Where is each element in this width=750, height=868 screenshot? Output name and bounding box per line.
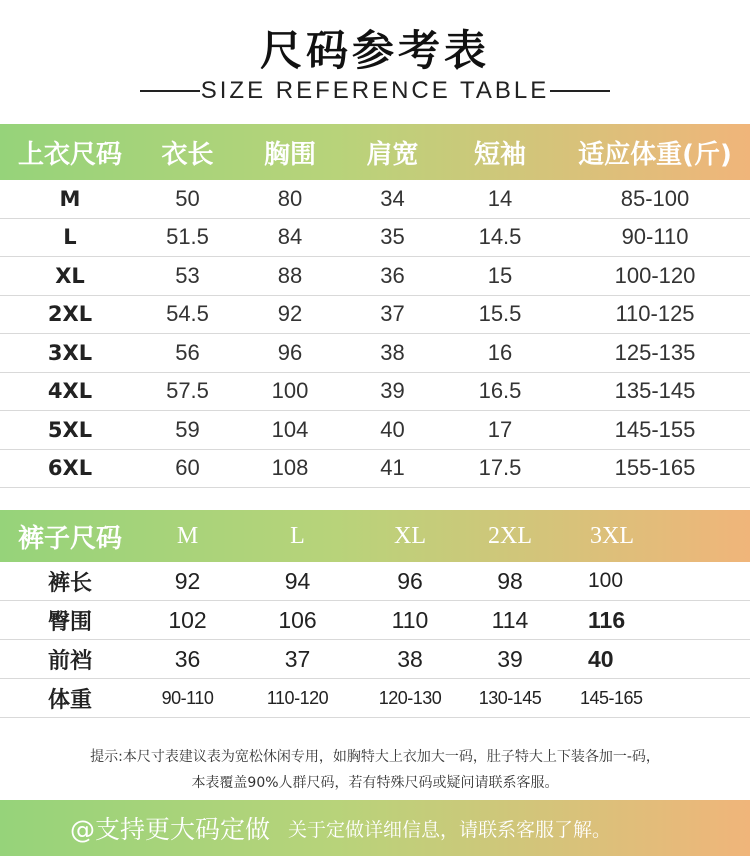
header-shoulder: 肩宽	[366, 139, 419, 170]
shoulder-cell: 38	[345, 334, 440, 373]
value-cell: 94	[235, 562, 360, 601]
chest-cell: 108	[235, 449, 345, 488]
row-label: 体重	[0, 679, 140, 718]
banner-sub-text: 关于定做详细信息，请联系客服了解。	[288, 818, 612, 841]
value-cell: 96	[360, 562, 460, 601]
value-cell: 39	[460, 640, 560, 679]
banner-main-text: @支持更大码定做	[70, 815, 271, 844]
sleeve-cell: 17.5	[440, 449, 560, 488]
size-cell: 2XL	[0, 295, 140, 334]
header-size-3xl: 3XL	[590, 522, 634, 549]
size-cell: M	[0, 180, 140, 218]
header-chest: 胸围	[263, 139, 316, 170]
custom-size-banner	[0, 800, 750, 856]
weight-cell: 100-120	[560, 257, 750, 296]
sleeve-cell: 17	[440, 411, 560, 450]
shoulder-cell: 37	[345, 295, 440, 334]
weight-cell: 145-155	[560, 411, 750, 450]
length-cell: 59	[140, 411, 235, 450]
shoulder-cell: 41	[345, 449, 440, 488]
row-label: 裤长	[0, 562, 140, 601]
header-pants-size: 裤子尺码	[17, 523, 122, 554]
value-cell: 102	[140, 601, 235, 640]
value-cell: 120-130	[360, 679, 460, 718]
length-cell: 60	[140, 449, 235, 488]
table-row	[0, 449, 750, 488]
table-row	[0, 372, 750, 411]
subtitle-rule-right	[550, 90, 610, 92]
value-cell: 38	[360, 640, 460, 679]
value-cell: 116	[560, 601, 750, 640]
weight-cell: 110-125	[560, 295, 750, 334]
value-cell: 98	[460, 562, 560, 601]
value-cell: 145-165	[560, 679, 750, 718]
weight-cell: 155-165	[560, 449, 750, 488]
value-cell: 100	[560, 562, 750, 601]
size-cell: 3XL	[0, 334, 140, 373]
header-size-m: M	[176, 522, 199, 549]
value-cell: 130-145	[460, 679, 560, 718]
value-cell: 110-120	[235, 679, 360, 718]
size-cell: 5XL	[0, 411, 140, 450]
length-cell: 54.5	[140, 295, 235, 334]
table-row	[0, 562, 750, 601]
shoulder-cell: 35	[345, 218, 440, 257]
chest-cell: 84	[235, 218, 345, 257]
size-cell: L	[0, 218, 140, 257]
weight-cell: 125-135	[560, 334, 750, 373]
header-length: 衣长	[161, 139, 214, 170]
chest-cell: 100	[235, 372, 345, 411]
value-cell: 110	[360, 601, 460, 640]
table-row	[0, 640, 750, 679]
chest-cell: 80	[235, 180, 345, 218]
top-size-table	[0, 124, 750, 488]
subtitle-rule-left	[140, 90, 200, 92]
value-cell: 106	[235, 601, 360, 640]
length-cell: 50	[140, 180, 235, 218]
header-size-l: L	[290, 522, 305, 549]
note-line-2: 本表覆盖90%人群尺码，若有特殊尺码或疑问请联系客服。	[191, 775, 559, 791]
value-cell: 90-110	[140, 679, 235, 718]
pants-table-header	[0, 510, 750, 562]
chest-cell: 92	[235, 295, 345, 334]
length-cell: 51.5	[140, 218, 235, 257]
chest-cell: 96	[235, 334, 345, 373]
chest-cell: 104	[235, 411, 345, 450]
header-size-xl: XL	[394, 522, 426, 549]
header-weight: 适应体重(斤)	[578, 139, 732, 170]
chest-cell: 88	[235, 257, 345, 296]
length-cell: 53	[140, 257, 235, 296]
header-sleeve: 短袖	[473, 139, 526, 170]
table-row	[0, 601, 750, 640]
weight-cell: 85-100	[560, 180, 750, 218]
sleeve-cell: 15	[440, 257, 560, 296]
subtitle-row	[140, 76, 610, 106]
size-cell: 4XL	[0, 372, 140, 411]
row-label: 前裆	[0, 640, 140, 679]
header-top-size: 上衣尺码	[17, 139, 122, 170]
size-cell: 6XL	[0, 449, 140, 488]
table-row	[0, 679, 750, 718]
page-title: 尺码参考表	[259, 26, 490, 75]
shoulder-cell: 34	[345, 180, 440, 218]
sleeve-cell: 15.5	[440, 295, 560, 334]
shoulder-cell: 39	[345, 372, 440, 411]
table-row	[0, 218, 750, 257]
top-table-header	[0, 124, 750, 180]
length-cell: 56	[140, 334, 235, 373]
table-row	[0, 295, 750, 334]
weight-cell: 90-110	[560, 218, 750, 257]
page-subtitle: SIZE REFERENCE TABLE	[200, 77, 550, 104]
table-row	[0, 257, 750, 296]
sleeve-cell: 14.5	[440, 218, 560, 257]
size-note	[0, 744, 750, 796]
row-label: 臀围	[0, 601, 140, 640]
sleeve-cell: 16	[440, 334, 560, 373]
table-row	[0, 180, 750, 218]
pants-size-table	[0, 510, 750, 718]
weight-cell: 135-145	[560, 372, 750, 411]
value-cell: 92	[140, 562, 235, 601]
table-row	[0, 334, 750, 373]
header-size-2xl: 2XL	[488, 522, 532, 549]
length-cell: 57.5	[140, 372, 235, 411]
shoulder-cell: 40	[345, 411, 440, 450]
value-cell: 40	[560, 640, 750, 679]
sleeve-cell: 14	[440, 180, 560, 218]
note-line-1: 提示:本尺寸表建议表为宽松休闲专用，如胸特大上衣加大一码，肚子特大上下装各加一-码，	[90, 749, 660, 765]
value-cell: 37	[235, 640, 360, 679]
shoulder-cell: 36	[345, 257, 440, 296]
sleeve-cell: 16.5	[440, 372, 560, 411]
size-cell: XL	[0, 257, 140, 296]
value-cell: 36	[140, 640, 235, 679]
value-cell: 114	[460, 601, 560, 640]
table-row	[0, 411, 750, 450]
